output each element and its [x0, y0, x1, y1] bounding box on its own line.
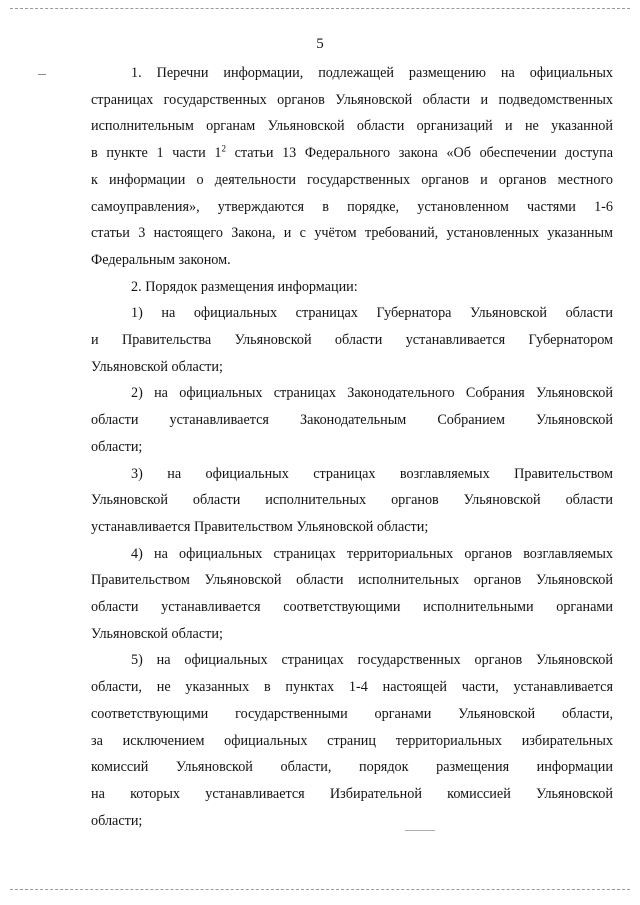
paragraph-line: Ульяновской области исполнительных органов Ульяновской области — [91, 492, 613, 509]
paragraph-line: Ульяновской области; — [91, 358, 223, 375]
paragraph-line: устанавливается Правительством Ульяновской области; — [91, 518, 429, 535]
paragraph-line: соответствующими государственными органами Ульяновской области, — [91, 705, 613, 722]
paragraph-line: области; — [91, 438, 143, 455]
line-text: статьи 13 Федерального закона «Об обеспечении доступа — [225, 145, 614, 162]
paragraph-line: к информации о деятельности государственных органов и органов местного — [91, 171, 613, 188]
scan-mark — [38, 74, 46, 75]
paragraph-line: 3) на официальных страницах возглавляемых Правительством — [131, 465, 613, 482]
paragraph-line: и Правительства Ульяновской области устанавливается Губернатором — [91, 332, 613, 349]
paragraph-line: комиссий Ульяновской области, порядок размещения информации — [91, 759, 613, 776]
paragraph-line: области устанавливается Законодательным Собранием Ульяновской — [91, 412, 613, 429]
superscript: 2 — [221, 143, 226, 154]
top-scan-edge — [10, 8, 630, 9]
paragraph-line: самоуправления», утверждаются в порядке, установленном частями 1-6 — [91, 198, 613, 215]
paragraph-line: 1) на официальных страницах Губернатора Ульяновской области — [131, 305, 613, 322]
paragraph-line: 4) на официальных страницах территориальных органов возглавляемых — [131, 545, 613, 562]
paragraph-line: Ульяновской области; — [91, 625, 223, 642]
paragraph-line: 5) на официальных страницах государственных органов Ульяновской — [131, 652, 613, 669]
paragraph-line: области, не указанных в пунктах 1-4 настоящей части, устанавливается — [91, 679, 613, 696]
page-number: 5 — [316, 36, 324, 52]
paragraph-line: 1. Перечни информации, подлежащей размещению на официальных — [131, 65, 613, 81]
document-body — [91, 60, 613, 834]
paragraph-line: Федеральным законом. — [91, 251, 231, 268]
paragraph-line: за исключением официальных страниц территориальных избирательных — [91, 732, 613, 749]
paragraph-line: 2. Порядок размещения информации: — [131, 278, 358, 295]
paragraph-line: статьи 3 настоящего Закона, и с учётом требований, установленных указанным — [91, 225, 613, 242]
bottom-scan-edge — [10, 889, 630, 890]
paragraph-line: исполнительным органам Ульяновской области организаций и не указанной — [91, 118, 613, 135]
paragraph-line: области; — [91, 812, 143, 829]
paragraph-line: страницах государственных органов Ульяновской области и подведомственных — [91, 91, 613, 108]
line-text: в пункте 1 части 1 — [91, 145, 222, 162]
paragraph-line — [91, 140, 613, 167]
paragraph-line: на которых устанавливается Избирательной комиссией Ульяновской — [91, 785, 613, 802]
paragraph-line: 2) на официальных страницах Законодательного Собрания Ульяновской — [131, 385, 613, 402]
paragraph-line: Правительством Ульяновской области исполнительных органов Ульяновской — [91, 572, 613, 589]
paragraph-line: области устанавливается соответствующими исполнительными органами — [91, 599, 613, 616]
